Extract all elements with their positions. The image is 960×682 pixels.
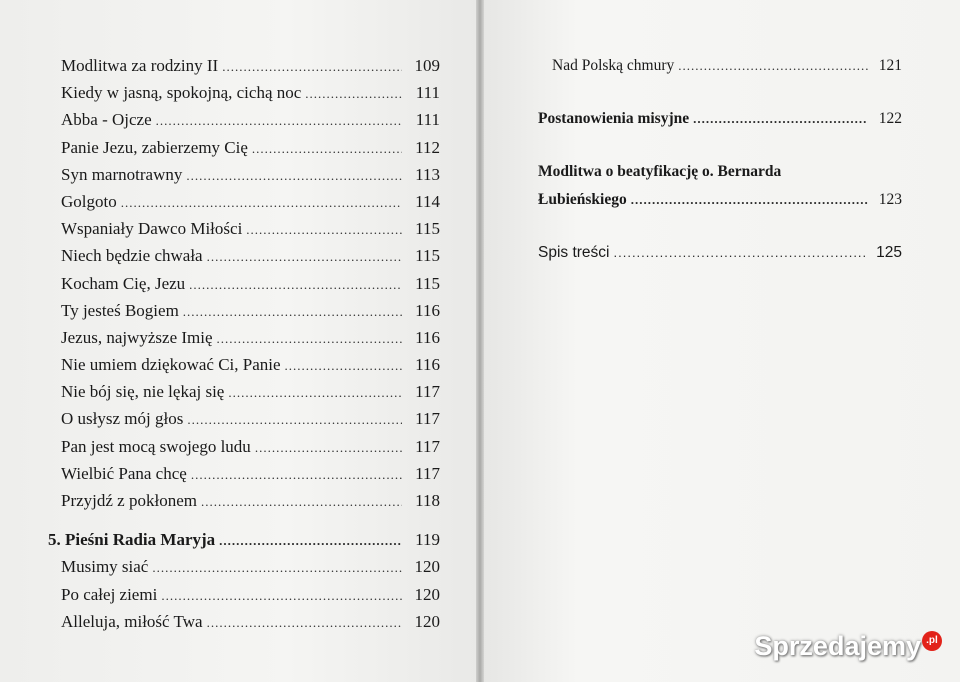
toc-entry: Panie Jezu, zabierzemy Cię ..... 112 — [48, 134, 440, 161]
toc-entry: Modlitwa za rodziny II ..... 109 — [48, 52, 440, 79]
toc-entry: Po całej ziemi ..... 120 — [48, 581, 440, 608]
toc-entry: Abba - Ojcze ..... 111 — [48, 106, 440, 133]
right-table-of-contents — [538, 52, 902, 266]
toc-entry: Alleluja, miłość Twa ..... 120 — [48, 608, 440, 635]
toc-entry: Jezus, najwyższe Imię ..... 116 — [48, 324, 440, 351]
toc-entry: Wielbić Pana chcę ..... 117 — [48, 460, 440, 487]
toc-section-heading: Łubieńskiego ..... 123 — [538, 186, 902, 213]
toc-section-heading-line: Modlitwa o beatyfikację o. Bernarda — [538, 163, 782, 181]
toc-entry: Nie bój się, nie lękaj się ..... 117 — [48, 378, 440, 405]
toc-entry: Nie umiem dziękować Ci, Panie ..... 116 — [48, 351, 440, 378]
toc-entry: Wspaniały Dawco Miłości ..... 115 — [48, 215, 440, 242]
toc-entry: Nad Polską chmury ..... 121 — [538, 52, 902, 79]
toc-entry: Kiedy w jasną, spokojną, cichą noc ..... 111 — [48, 79, 440, 106]
toc-entry: Pan jest mocą swojego ludu ..... 117 — [48, 433, 440, 460]
toc-entry: Musimy siać ..... 120 — [48, 553, 440, 580]
toc-entry: Syn marnotrawny ..... 113 — [48, 161, 440, 188]
toc-entry: Spis treści ..... 125 — [538, 239, 902, 266]
toc-entry: Kocham Cię, Jezu ..... 115 — [48, 270, 440, 297]
toc-entry: Przyjdź z pokłonem ..... 118 — [48, 487, 440, 514]
toc-section-heading: 5. Pieśni Radia Maryja ..... 119 — [48, 526, 440, 553]
toc-section-heading: Postanowienia misyjne ..... 122 — [538, 105, 902, 132]
toc-entry: O usłysz mój głos ..... 117 — [48, 405, 440, 432]
toc-entry: Ty jesteś Bogiem ..... 116 — [48, 297, 440, 324]
book-gutter — [476, 0, 484, 682]
watermark-logo: Sprzedajemy .pl — [754, 631, 942, 662]
toc-entry: Golgoto ..... 114 — [48, 188, 440, 215]
toc-entry: Niech będzie chwała ..... 115 — [48, 242, 440, 269]
left-table-of-contents — [48, 52, 440, 635]
